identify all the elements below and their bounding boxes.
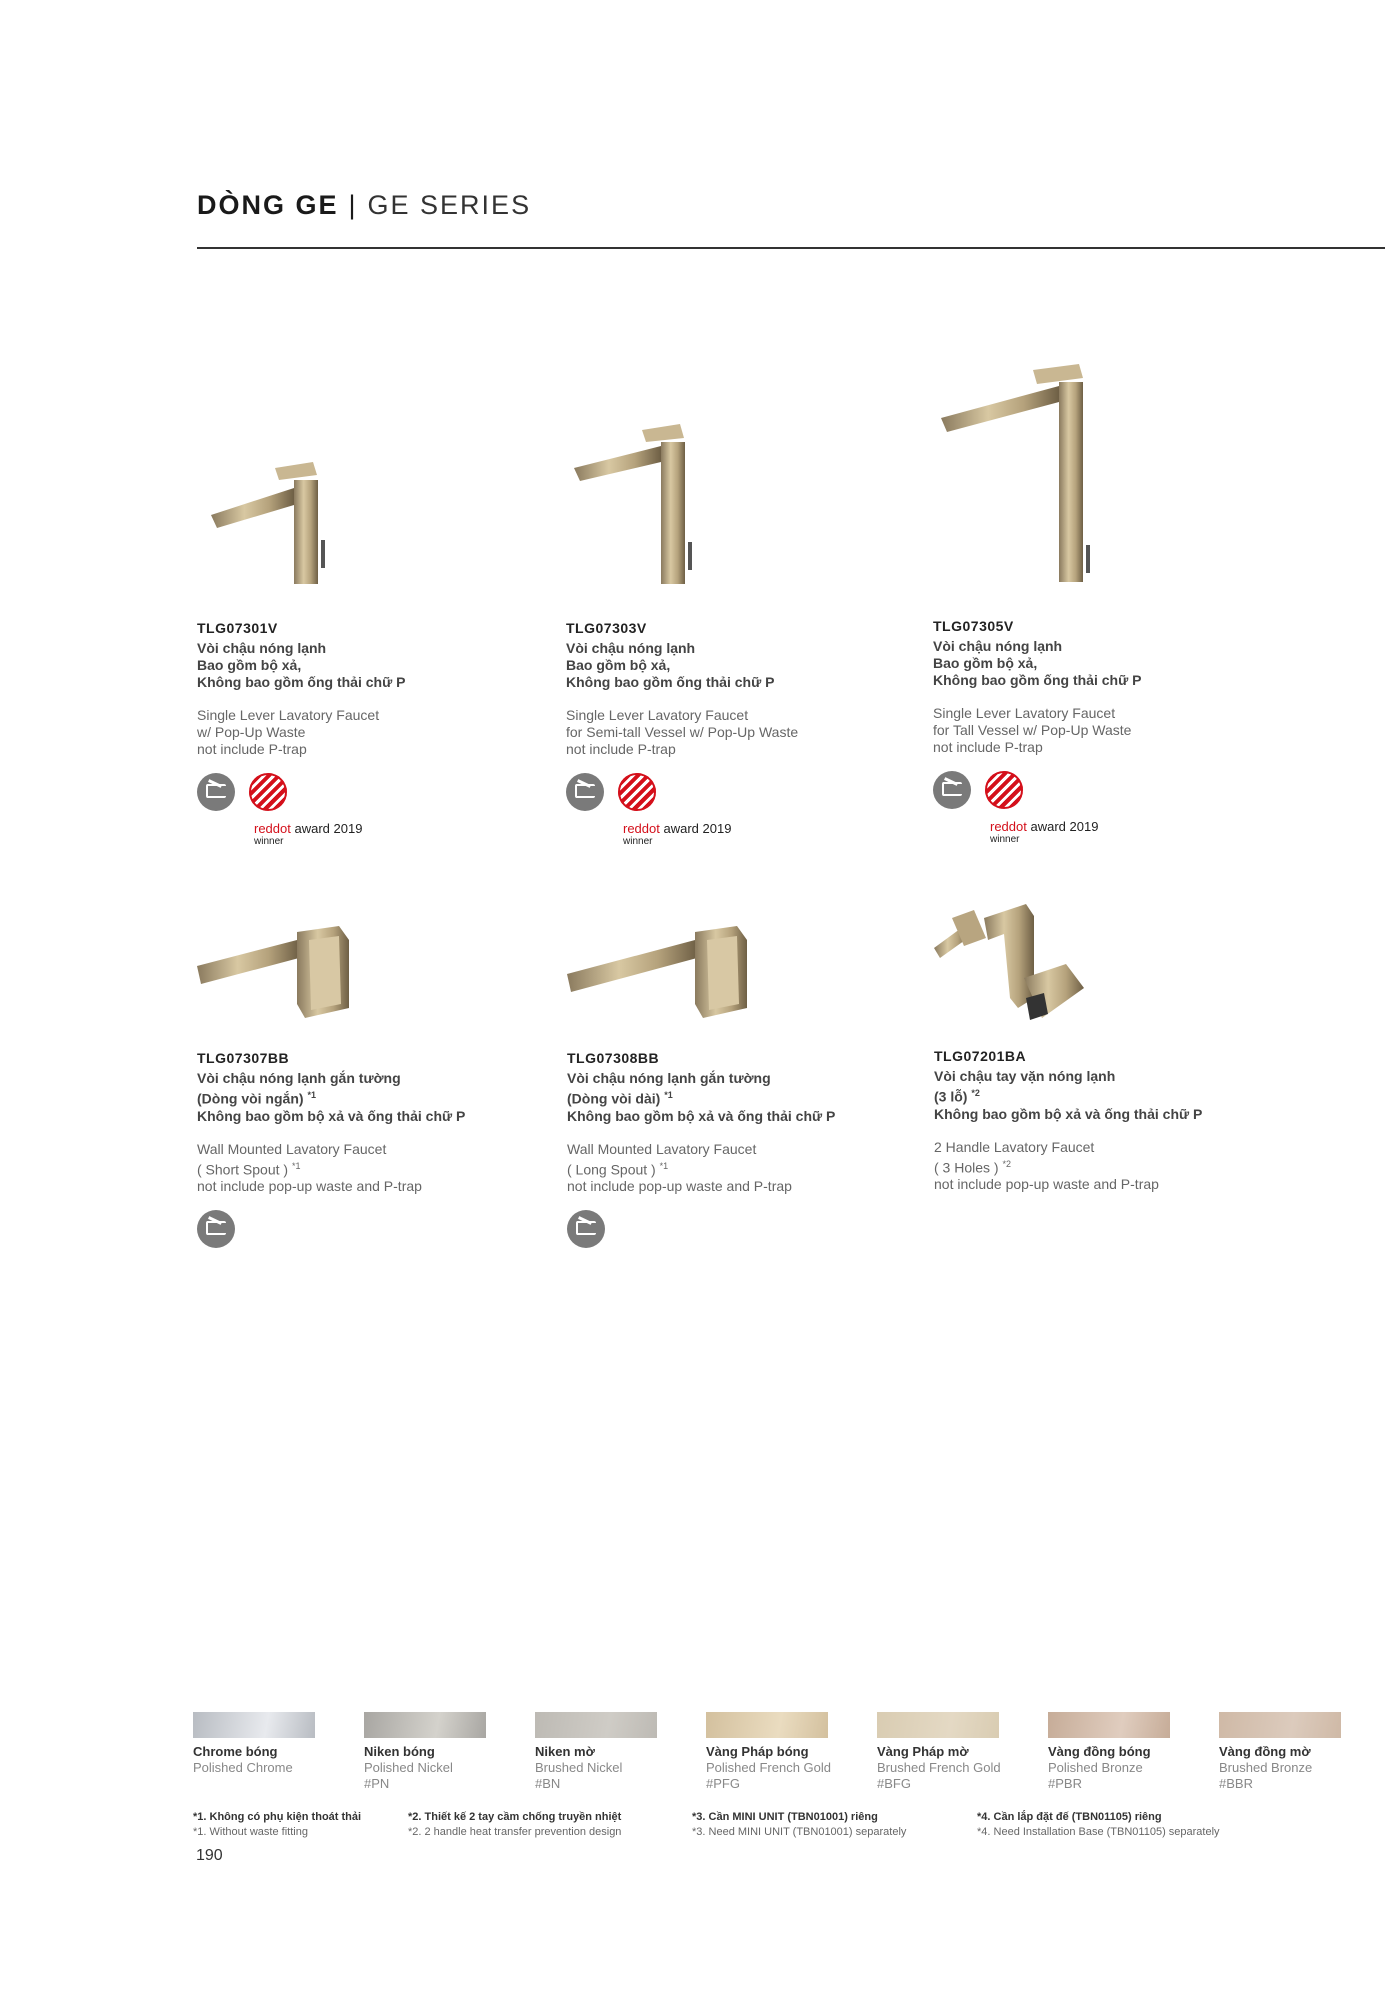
vn-line — [567, 1087, 907, 1108]
vn-line: Bao gồm bộ xả, — [197, 657, 302, 673]
finish-name-en: Polished Nickel — [364, 1760, 453, 1775]
product-desc-vn — [933, 638, 1273, 689]
product-card — [934, 898, 1274, 1193]
vn-line: Không bao gồm bộ xả và ống thải chữ P — [197, 1107, 466, 1124]
vn-line: Không bao gồm bộ xả và ống thải chữ P — [934, 1105, 1203, 1122]
vn-line: Không bao gồm ống thải chữ P — [197, 674, 406, 690]
vn-line: Vòi chậu tay vặn nóng lạnh — [934, 1068, 1116, 1084]
water-saving-icon — [197, 773, 235, 811]
en-line-text: ( Long Spout ) — [567, 1161, 656, 1178]
en-line: for Semi-tall Vessel w/ Pop-Up Waste — [566, 724, 799, 740]
finish-name-vn: Niken bóng — [364, 1744, 435, 1759]
vn-line: Không bao gồm ống thải chữ P — [933, 672, 1142, 688]
product-desc-vn — [934, 1068, 1274, 1123]
finish-name-vn: Vàng đồng bóng — [1048, 1744, 1151, 1759]
en-line-text: ( Short Spout ) — [197, 1161, 289, 1178]
award-text — [623, 822, 906, 848]
finish-code: #PBR — [1048, 1776, 1082, 1791]
finish-name-en: Polished Bronze — [1048, 1760, 1143, 1775]
footnote-vn: *3. Cần MINI UNIT (TBN01001) riêng — [692, 1811, 878, 1823]
swatch-color — [1048, 1712, 1170, 1738]
award-year: award 2019 — [659, 821, 732, 836]
product-icons — [197, 1209, 537, 1249]
award-text — [254, 822, 537, 848]
product-desc-en — [566, 707, 906, 758]
product-icons — [933, 770, 1273, 810]
footnote-vn: *2. Thiết kế 2 tay cầm chống truyền nhiệt — [408, 1811, 622, 1823]
finish-swatch — [1219, 1712, 1349, 1792]
finish-name-en: Brushed Nickel — [535, 1760, 623, 1775]
en-line: Single Lever Lavatory Faucet — [197, 707, 380, 723]
en-line: not include pop-up waste and P-trap — [197, 1178, 422, 1195]
vn-line-text: (Dòng vòi dài) — [567, 1090, 661, 1107]
swatch-color — [877, 1712, 999, 1738]
finish-name-vn: Vàng Pháp bóng — [706, 1744, 809, 1759]
finish-name-vn: Niken mờ — [535, 1744, 595, 1759]
footnote-ref: *2 — [1002, 1158, 1011, 1169]
finish-swatch — [706, 1712, 836, 1792]
vn-line: Bao gồm bộ xả, — [933, 655, 1038, 671]
footnote — [193, 1810, 361, 1840]
product-code: TLG07308BB — [567, 1050, 660, 1066]
vn-line: Vòi chậu nóng lạnh gắn tường — [197, 1070, 401, 1086]
en-line: not include P-trap — [566, 741, 676, 757]
en-line: Single Lever Lavatory Faucet — [933, 705, 1116, 721]
product-card — [567, 900, 907, 1249]
footnote-en: *2. 2 handle heat transfer prevention design — [408, 1826, 622, 1838]
vn-line: Không bao gồm ống thải chữ P — [566, 674, 775, 690]
vn-line: Không bao gồm bộ xả và ống thải chữ P — [567, 1107, 836, 1124]
water-saving-icon — [566, 773, 604, 811]
product-desc-en — [197, 1141, 537, 1196]
water-saving-icon — [933, 771, 971, 809]
en-line: Wall Mounted Lavatory Faucet — [197, 1140, 387, 1157]
finish-code: #BBR — [1219, 1776, 1253, 1791]
finish-code: #PN — [364, 1776, 390, 1791]
finish-code: #BN — [535, 1776, 561, 1791]
faucet-image — [934, 898, 1274, 1038]
faucet-image — [197, 380, 537, 610]
product-desc-en — [567, 1141, 907, 1196]
product-desc-vn — [566, 640, 906, 691]
product-code: TLG07305V — [933, 618, 1014, 634]
en-line: w/ Pop-Up Waste — [197, 724, 306, 740]
product-desc-en — [934, 1139, 1274, 1194]
product-code: TLG07307BB — [197, 1050, 290, 1066]
en-line-text: ( 3 Holes ) — [934, 1159, 999, 1176]
faucet-image — [197, 900, 537, 1040]
award-brand: reddot — [990, 819, 1027, 834]
award-brand: reddot — [254, 821, 291, 836]
product-code: TLG07303V — [566, 620, 647, 636]
product-desc-en — [933, 705, 1273, 756]
footnote-ref: *1 — [659, 1160, 669, 1171]
swatch-color — [193, 1712, 315, 1738]
swatch-color — [364, 1712, 486, 1738]
product-desc-vn — [197, 1070, 537, 1125]
en-line — [567, 1158, 907, 1179]
vn-line-text: (3 lỗ) — [934, 1088, 968, 1105]
product-icons — [197, 772, 537, 812]
footnote-vn: *4. Cần lắp đặt đế (TBN01105) riêng — [977, 1811, 1162, 1823]
finish-swatch — [364, 1712, 494, 1792]
product-code: TLG07301V — [197, 620, 278, 636]
footnote-en: *4. Need Installation Base (TBN01105) separately — [977, 1826, 1220, 1838]
finish-swatches — [193, 1712, 1349, 1792]
finish-swatch — [1048, 1712, 1178, 1792]
finish-swatch — [877, 1712, 1007, 1792]
product-card — [933, 360, 1273, 846]
product-card — [197, 900, 537, 1249]
footnote-en: *3. Need MINI UNIT (TBN01001) separately — [692, 1826, 907, 1838]
award-text — [990, 820, 1273, 846]
vn-line: Vòi chậu nóng lạnh — [197, 640, 327, 656]
footnote — [977, 1810, 1220, 1840]
en-line: not include P-trap — [197, 741, 307, 757]
water-saving-icon — [567, 1210, 605, 1248]
award-year: award 2019 — [290, 821, 363, 836]
product-desc-vn — [197, 640, 537, 691]
page-number: 190 — [196, 1847, 223, 1864]
en-line: 2 Handle Lavatory Faucet — [934, 1138, 1095, 1155]
finish-swatch — [535, 1712, 665, 1792]
finish-name-en: Brushed Bronze — [1219, 1760, 1313, 1775]
award-winner: winner — [254, 836, 284, 847]
swatch-color — [706, 1712, 828, 1738]
vn-line — [197, 1087, 537, 1108]
footnote-vn: *1. Không có phụ kiện thoát thải — [193, 1811, 362, 1823]
swatch-color — [535, 1712, 657, 1738]
award-winner: winner — [623, 836, 653, 847]
vn-line: Vòi chậu nóng lạnh — [933, 638, 1063, 654]
footnote-ref: *1 — [307, 1090, 316, 1100]
faucet-image — [566, 380, 906, 610]
footnote — [408, 1810, 621, 1840]
reddot-award-icon — [985, 771, 1023, 809]
award-brand: reddot — [623, 821, 660, 836]
product-card — [197, 380, 537, 848]
finish-code: #PFG — [706, 1776, 740, 1791]
header-rule — [197, 247, 1385, 249]
footnote-en: *1. Without waste fitting — [193, 1826, 308, 1838]
vn-line: Bao gồm bộ xả, — [566, 657, 671, 673]
finish-name-en: Polished French Gold — [706, 1760, 832, 1775]
product-icons — [567, 1209, 907, 1249]
en-line: Wall Mounted Lavatory Faucet — [567, 1140, 757, 1157]
product-code: TLG07201BA — [934, 1048, 1027, 1064]
en-line: not include P-trap — [933, 739, 1043, 755]
en-line: Single Lever Lavatory Faucet — [566, 707, 749, 723]
finish-name-en: Polished Chrome — [193, 1760, 293, 1775]
en-line — [934, 1156, 1274, 1177]
en-line — [197, 1158, 537, 1179]
finish-name-vn: Vàng Pháp mờ — [877, 1744, 969, 1759]
title-vn: DÒNG GE — [197, 190, 339, 220]
faucet-image — [933, 360, 1273, 608]
footnote-ref: *1 — [664, 1090, 673, 1100]
product-card — [566, 380, 906, 848]
swatch-color — [1219, 1712, 1341, 1738]
finish-name-en: Brushed French Gold — [877, 1760, 1001, 1775]
finish-swatch — [193, 1712, 323, 1792]
product-desc-en — [197, 707, 537, 758]
finish-name-vn: Vàng đồng mờ — [1219, 1744, 1311, 1759]
award-year: award 2019 — [1026, 819, 1099, 834]
footnote — [692, 1810, 906, 1840]
en-line: not include pop-up waste and P-trap — [567, 1178, 792, 1195]
footnote-ref: *1 — [291, 1160, 301, 1171]
title-separator: | — [348, 190, 358, 220]
product-desc-vn — [567, 1070, 907, 1125]
en-line: not include pop-up waste and P-trap — [934, 1176, 1159, 1193]
reddot-award-icon — [249, 773, 287, 811]
award-winner: winner — [990, 834, 1020, 845]
title-en: GE SERIES — [367, 190, 532, 220]
footnote-ref: *2 — [971, 1088, 980, 1098]
product-icons — [566, 772, 906, 812]
finish-name-vn: Chrome bóng — [193, 1744, 278, 1759]
faucet-image — [567, 900, 907, 1040]
vn-line: Vòi chậu nóng lạnh — [566, 640, 696, 656]
water-saving-icon — [197, 1210, 235, 1248]
finish-code: #BFG — [877, 1776, 911, 1791]
reddot-award-icon — [618, 773, 656, 811]
vn-line: Vòi chậu nóng lạnh gắn tường — [567, 1070, 771, 1086]
page-title — [197, 190, 531, 221]
en-line: for Tall Vessel w/ Pop-Up Waste — [933, 722, 1132, 738]
vn-line-text: (Dòng vòi ngắn) — [197, 1090, 304, 1107]
vn-line — [934, 1085, 1274, 1106]
